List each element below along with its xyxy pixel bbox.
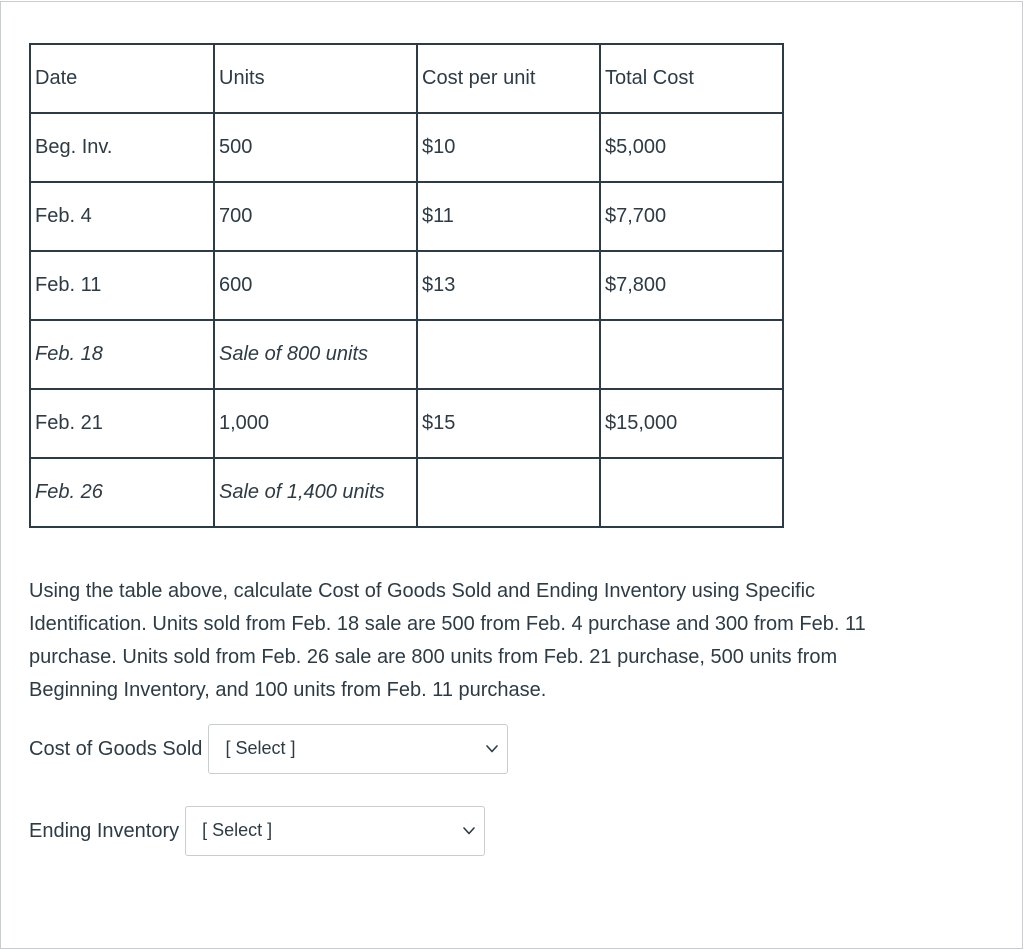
question-line: Beginning Inventory, and 100 units from Feb. 11 purchase.: [29, 679, 547, 701]
table-row: [30, 113, 783, 182]
cell-total-cost: $7,800: [600, 251, 783, 320]
question-line: Using the table above, calculate Cost of Goods Sold and Ending Inventory using Specific: [29, 580, 816, 602]
cell-total-cost: [600, 320, 783, 389]
question-line: purchase. Units sold from Feb. 26 sale are 800 units from Feb. 21 purchase, 500 units from: [29, 646, 838, 668]
cell-units: 500: [214, 113, 417, 182]
cell-date: Feb. 26: [30, 458, 214, 527]
ending-inventory-field-row: [29, 806, 485, 856]
cell-units: 600: [214, 251, 417, 320]
cell-cost-per-unit: $13: [417, 251, 600, 320]
cell-total-cost: $15,000: [600, 389, 783, 458]
cell-cost-per-unit: $10: [417, 113, 600, 182]
cogs-select-value: [ Select ]: [225, 738, 296, 758]
question-line: Identification. Units sold from Feb. 18 sale are 500 from Feb. 4 purchase and 300 from Feb. 11: [29, 613, 866, 635]
chevron-down-icon: [462, 824, 476, 838]
cell-units: Sale of 1,400 units: [214, 458, 417, 527]
column-header-date: Date: [30, 44, 214, 113]
cogs-field-row: [29, 724, 508, 774]
cell-date: Feb. 21: [30, 389, 214, 458]
cell-cost-per-unit: $11: [417, 182, 600, 251]
table-row: [30, 458, 783, 527]
column-header-total-cost: Total Cost: [600, 44, 783, 113]
cell-date: Feb. 11: [30, 251, 214, 320]
ending-inventory-label: Ending Inventory: [29, 819, 180, 842]
cell-cost-per-unit: $15: [417, 389, 600, 458]
cell-date: Feb. 4: [30, 182, 214, 251]
ending-inventory-select[interactable]: [185, 806, 485, 856]
cell-units: 1,000: [214, 389, 417, 458]
cell-date: Beg. Inv.: [30, 113, 214, 182]
cell-date: Feb. 18: [30, 320, 214, 389]
question-text: [29, 575, 959, 707]
table-row: [30, 251, 783, 320]
cogs-label: Cost of Goods Sold: [29, 737, 203, 760]
inventory-table: [29, 43, 784, 528]
table-row: [30, 389, 783, 458]
cell-total-cost: [600, 458, 783, 527]
cell-total-cost: $5,000: [600, 113, 783, 182]
cogs-select[interactable]: [208, 724, 508, 774]
table-header-row: [30, 44, 783, 113]
table-row: [30, 182, 783, 251]
cell-units: Sale of 800 units: [214, 320, 417, 389]
cell-cost-per-unit: [417, 320, 600, 389]
column-header-cost-per-unit: Cost per unit: [417, 44, 600, 113]
cell-cost-per-unit: [417, 458, 600, 527]
ending-inventory-select-value: [ Select ]: [202, 820, 273, 840]
chevron-down-icon: [485, 742, 499, 756]
cell-total-cost: $7,700: [600, 182, 783, 251]
column-header-units: Units: [214, 44, 417, 113]
table-row: [30, 320, 783, 389]
cell-units: 700: [214, 182, 417, 251]
